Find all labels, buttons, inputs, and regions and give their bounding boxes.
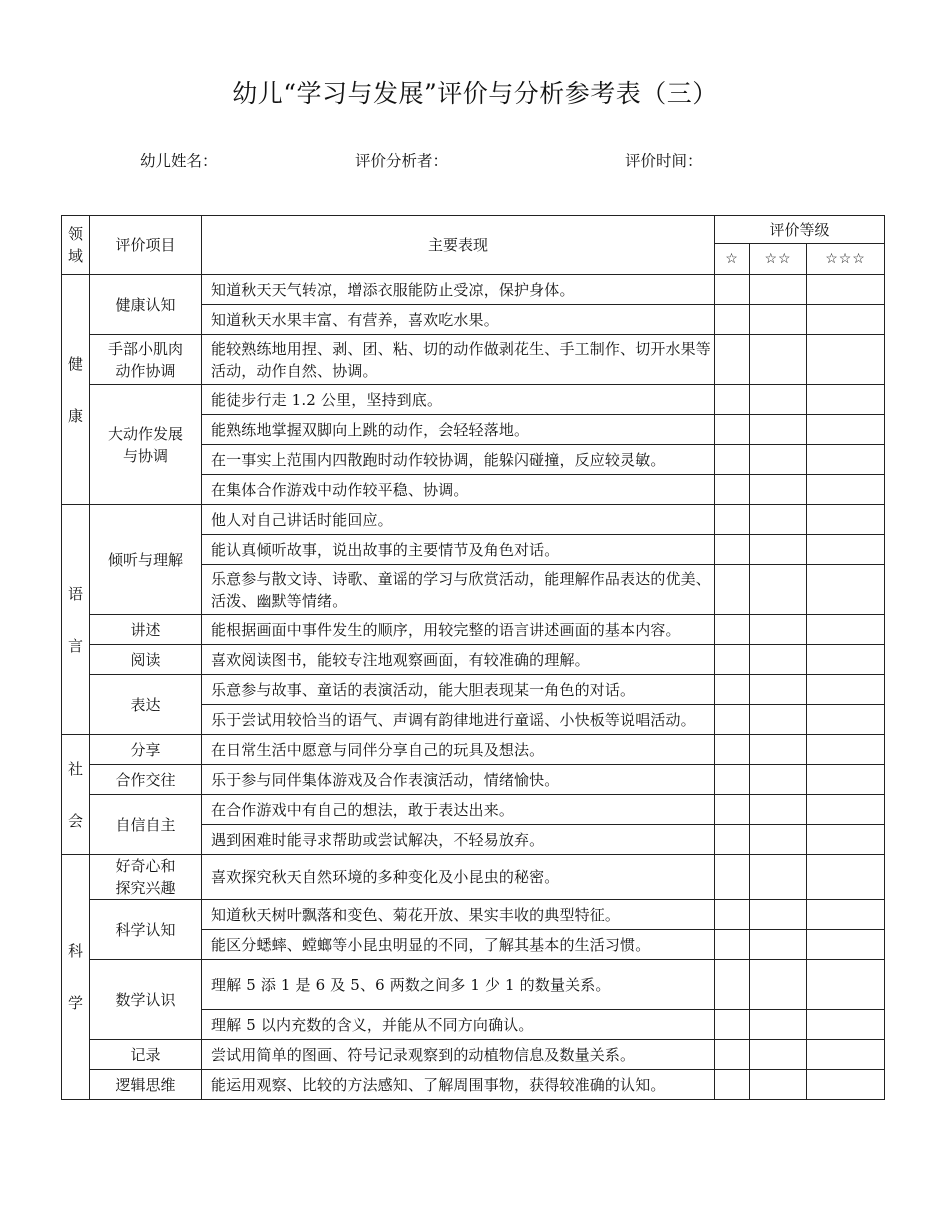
grade-cell-2[interactable] xyxy=(750,1010,807,1040)
header-grade: 评价等级 xyxy=(715,216,885,244)
evaluation-table xyxy=(61,215,885,1100)
grade-cell-3[interactable] xyxy=(807,735,885,765)
table-row xyxy=(62,795,885,825)
performance-cell: 能较熟练地用捏、剥、团、粘、切的动作做剥花生、手工制作、切开水果等活动，动作自然、协调。 xyxy=(202,335,715,385)
grade-cell-3[interactable] xyxy=(807,335,885,385)
table-row xyxy=(62,275,885,305)
grade-cell-1[interactable] xyxy=(715,900,750,930)
grade-cell-1[interactable] xyxy=(715,795,750,825)
table-row xyxy=(62,335,885,385)
grade-cell-1[interactable] xyxy=(715,675,750,705)
grade-cell-3[interactable] xyxy=(807,445,885,475)
grade-cell-2[interactable] xyxy=(750,735,807,765)
performance-cell: 遇到困难时能寻求帮助或尝试解决，不轻易放弃。 xyxy=(202,825,715,855)
item-cell: 记录 xyxy=(90,1040,202,1070)
performance-cell: 喜欢阅读图书，能较专注地观察画面，有较准确的理解。 xyxy=(202,645,715,675)
child-name-label: 幼儿姓名： xyxy=(140,152,218,170)
header-star-3: ☆☆☆ xyxy=(807,244,885,275)
domain-cell xyxy=(62,505,90,735)
grade-cell-3[interactable] xyxy=(807,795,885,825)
grade-cell-2[interactable] xyxy=(750,385,807,415)
table-header-row xyxy=(62,216,885,244)
grade-cell-1[interactable] xyxy=(715,705,750,735)
grade-cell-1[interactable] xyxy=(715,445,750,475)
table-row xyxy=(62,385,885,415)
grade-cell-1[interactable] xyxy=(715,475,750,505)
item-cell: 数学认识 xyxy=(90,960,202,1040)
grade-cell-3[interactable] xyxy=(807,645,885,675)
performance-cell: 能徒步行走 1.2 公里，坚持到底。 xyxy=(202,385,715,415)
grade-cell-2[interactable] xyxy=(750,855,807,900)
header-star-1: ☆ xyxy=(715,244,750,275)
grade-cell-2[interactable] xyxy=(750,505,807,535)
grade-cell-2[interactable] xyxy=(750,1070,807,1100)
grade-cell-3[interactable] xyxy=(807,1070,885,1100)
grade-cell-3[interactable] xyxy=(807,825,885,855)
grade-cell-3[interactable] xyxy=(807,675,885,705)
header-domain: 领 域 xyxy=(62,216,90,275)
grade-cell-2[interactable] xyxy=(750,1040,807,1070)
grade-cell-3[interactable] xyxy=(807,705,885,735)
performance-cell: 尝试用简单的图画、符号记录观察到的动植物信息及数量关系。 xyxy=(202,1040,715,1070)
domain-label: 健 康 xyxy=(67,354,83,425)
grade-cell-2[interactable] xyxy=(750,535,807,565)
domain-label: 语 言 xyxy=(67,584,83,655)
grade-cell-3[interactable] xyxy=(807,305,885,335)
grade-cell-1[interactable] xyxy=(715,415,750,445)
grade-cell-1[interactable] xyxy=(715,765,750,795)
item-cell: 表达 xyxy=(90,675,202,735)
grade-cell-1[interactable] xyxy=(715,825,750,855)
grade-cell-2[interactable] xyxy=(750,565,807,615)
performance-cell: 知道秋天树叶飘落和变色、菊花开放、果实丰收的典型特征。 xyxy=(202,900,715,930)
header-performance: 主要表现 xyxy=(202,216,715,275)
item-cell: 讲述 xyxy=(90,615,202,645)
performance-cell: 在合作游戏中有自己的想法，敢于表达出来。 xyxy=(202,795,715,825)
item-cell: 阅读 xyxy=(90,645,202,675)
domain-label: 社 会 xyxy=(67,759,83,830)
performance-cell: 理解 5 以内充数的含义，并能从不同方向确认。 xyxy=(202,1010,715,1040)
grade-cell-2[interactable] xyxy=(750,900,807,930)
page-title: 幼儿“学习与发展”评价与分析参考表（三） xyxy=(232,79,718,108)
grade-cell-2[interactable] xyxy=(750,795,807,825)
grade-cell-3[interactable] xyxy=(807,535,885,565)
grade-cell-3[interactable] xyxy=(807,960,885,1010)
performance-cell: 乐于尝试用较恰当的语气、声调有韵律地进行童谣、小快板等说唱活动。 xyxy=(202,705,715,735)
grade-cell-1[interactable] xyxy=(715,645,750,675)
domain-cell xyxy=(62,855,90,1100)
performance-cell: 在日常生活中愿意与同伴分享自己的玩具及想法。 xyxy=(202,735,715,765)
grade-cell-1[interactable] xyxy=(715,535,750,565)
performance-cell: 知道秋天天气转凉，增添衣服能防止受凉，保护身体。 xyxy=(202,275,715,305)
grade-cell-1[interactable] xyxy=(715,335,750,385)
table-row xyxy=(62,1070,885,1100)
grade-cell-2[interactable] xyxy=(750,445,807,475)
grade-cell-3[interactable] xyxy=(807,1010,885,1040)
performance-cell: 乐意参与故事、童话的表演活动，能大胆表现某一角色的对话。 xyxy=(202,675,715,705)
grade-cell-2[interactable] xyxy=(750,475,807,505)
grade-cell-2[interactable] xyxy=(750,960,807,1010)
table-row xyxy=(62,735,885,765)
item-cell: 健康认知 xyxy=(90,275,202,335)
performance-cell: 乐意参与散文诗、诗歌、童谣的学习与欣赏活动，能理解作品表达的优美、活泼、幽默等情绪。 xyxy=(202,565,715,615)
performance-cell: 理解 5 添 1 是 6 及 5、6 两数之间多 1 少 1 的数量关系。 xyxy=(202,960,715,1010)
grade-cell-2[interactable] xyxy=(750,305,807,335)
grade-cell-3[interactable] xyxy=(807,615,885,645)
grade-cell-1[interactable] xyxy=(715,505,750,535)
table-row xyxy=(62,645,885,675)
performance-cell: 能认真倾听故事，说出故事的主要情节及角色对话。 xyxy=(202,535,715,565)
item-cell: 逻辑思维 xyxy=(90,1070,202,1100)
item-cell: 手部小肌肉 动作协调 xyxy=(90,335,202,385)
grade-cell-1[interactable] xyxy=(715,615,750,645)
grade-cell-1[interactable] xyxy=(715,930,750,960)
table-row xyxy=(62,765,885,795)
domain-label: 科 学 xyxy=(67,942,83,1012)
grade-cell-3[interactable] xyxy=(807,275,885,305)
table-row xyxy=(62,1040,885,1070)
grade-cell-3[interactable] xyxy=(807,765,885,795)
item-cell: 分享 xyxy=(90,735,202,765)
item-cell: 自信自主 xyxy=(90,795,202,855)
grade-cell-1[interactable] xyxy=(715,1040,750,1070)
grade-cell-1[interactable] xyxy=(715,735,750,765)
table-row xyxy=(62,505,885,535)
grade-cell-3[interactable] xyxy=(807,1040,885,1070)
grade-cell-2[interactable] xyxy=(750,645,807,675)
performance-cell: 知道秋天水果丰富、有营养，喜欢吃水果。 xyxy=(202,305,715,335)
grade-cell-3[interactable] xyxy=(807,505,885,535)
table-row xyxy=(62,900,885,930)
grade-cell-2[interactable] xyxy=(750,825,807,855)
grade-cell-3[interactable] xyxy=(807,565,885,615)
grade-cell-2[interactable] xyxy=(750,415,807,445)
grade-cell-2[interactable] xyxy=(750,765,807,795)
table-row xyxy=(62,615,885,645)
grade-cell-3[interactable] xyxy=(807,385,885,415)
grade-cell-1[interactable] xyxy=(715,855,750,900)
performance-cell: 乐于参与同伴集体游戏及合作表演活动，情绪愉快。 xyxy=(202,765,715,795)
grade-cell-2[interactable] xyxy=(750,930,807,960)
item-cell: 倾听与理解 xyxy=(90,505,202,615)
item-cell: 合作交往 xyxy=(90,765,202,795)
grade-cell-3[interactable] xyxy=(807,930,885,960)
item-cell: 科学认知 xyxy=(90,900,202,960)
table-row xyxy=(62,960,885,1010)
grade-cell-3[interactable] xyxy=(807,475,885,505)
performance-cell: 能区分蟋蟀、螳螂等小昆虫明显的不同，了解其基本的生活习惯。 xyxy=(202,930,715,960)
domain-cell xyxy=(62,735,90,855)
performance-cell: 能运用观察、比较的方法感知、了解周围事物，获得较准确的认知。 xyxy=(202,1070,715,1100)
grade-cell-2[interactable] xyxy=(750,675,807,705)
header-item: 评价项目 xyxy=(90,216,202,275)
item-cell: 大动作发展 与协调 xyxy=(90,385,202,505)
grade-cell-3[interactable] xyxy=(807,855,885,900)
evaluation-time-label: 评价时间： xyxy=(625,152,703,170)
grade-cell-3[interactable] xyxy=(807,900,885,930)
grade-cell-1[interactable] xyxy=(715,960,750,1010)
performance-cell: 在集体合作游戏中动作较平稳、协调。 xyxy=(202,475,715,505)
grade-cell-1[interactable] xyxy=(715,1010,750,1040)
performance-cell: 能熟练地掌握双脚向上跳的动作，会轻轻落地。 xyxy=(202,415,715,445)
performance-cell: 能根据画面中事件发生的顺序，用较完整的语言讲述画面的基本内容。 xyxy=(202,615,715,645)
table-row xyxy=(62,675,885,705)
evaluator-label: 评价分析者： xyxy=(355,152,449,170)
grade-cell-3[interactable] xyxy=(807,415,885,445)
item-cell: 好奇心和 探究兴趣 xyxy=(90,855,202,900)
domain-cell xyxy=(62,275,90,505)
grade-cell-2[interactable] xyxy=(750,615,807,645)
grade-cell-2[interactable] xyxy=(750,705,807,735)
grade-cell-2[interactable] xyxy=(750,335,807,385)
grade-cell-1[interactable] xyxy=(715,565,750,615)
table-row xyxy=(62,855,885,900)
performance-cell: 他人对自己讲话时能回应。 xyxy=(202,505,715,535)
grade-cell-1[interactable] xyxy=(715,1070,750,1100)
header-star-2: ☆☆ xyxy=(750,244,807,275)
performance-cell: 喜欢探究秋天自然环境的多种变化及小昆虫的秘密。 xyxy=(202,855,715,900)
grade-cell-1[interactable] xyxy=(715,385,750,415)
grade-cell-1[interactable] xyxy=(715,275,750,305)
grade-cell-2[interactable] xyxy=(750,275,807,305)
grade-cell-1[interactable] xyxy=(715,305,750,335)
performance-cell: 在一事实上范围内四散跑时动作较协调，能躲闪碰撞，反应较灵敏。 xyxy=(202,445,715,475)
evaluation-table-body xyxy=(62,216,885,1100)
